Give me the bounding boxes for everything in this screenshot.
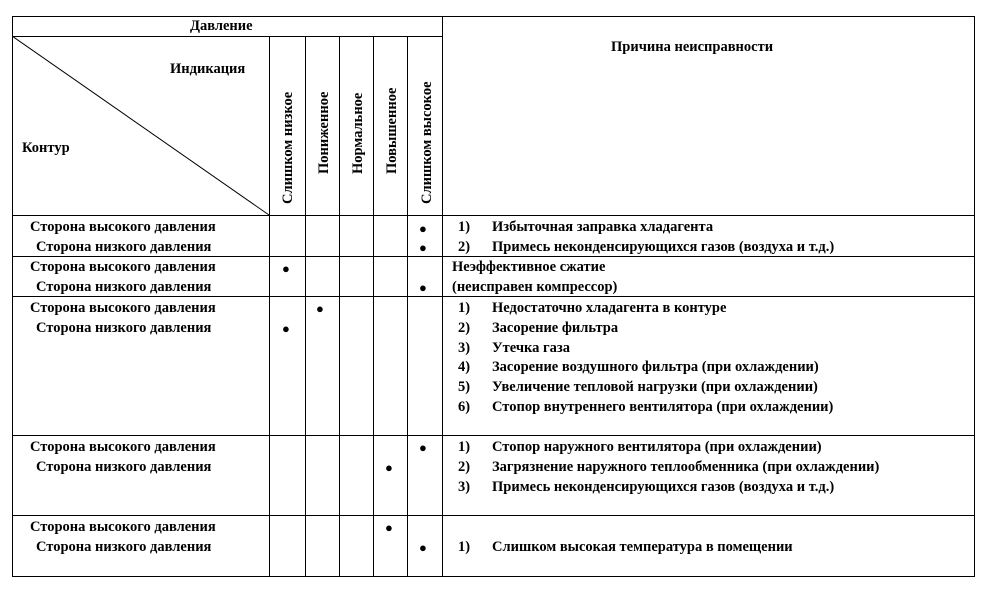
cause-number: 1) [458,219,471,235]
cause-text: (неисправен компрессор) [452,279,618,295]
cause-number: 3) [458,340,471,356]
cause-number: 2) [458,320,471,336]
cause-text: Примесь неконденсирующихся газов (воздуха и т.д.) [492,479,835,495]
low-side-label: Сторона низкого давления [36,320,212,336]
cause-text: Неэффективное сжатие [452,259,606,275]
cause-number: 1) [458,439,471,455]
cause-number: 2) [458,459,471,475]
col-raised: Повышенное [384,87,400,174]
cause-number: 6) [458,399,471,415]
indicator-dot: ● [385,460,393,475]
cause-number: 2) [458,239,471,255]
high-side-label: Сторона высокого давления [30,519,216,535]
col-too-low: Слишком низкое [280,91,296,204]
cause-text: Засорение воздушного фильтра (при охлаждении) [492,359,819,375]
cause-text: Утечка газа [492,340,570,356]
circuit-label: Контур [22,140,70,156]
cause-text: Увеличение тепловой нагрузки (при охлаждении) [492,379,818,395]
cause-text: Избыточная заправка хладагента [492,219,714,235]
high-side-label: Сторона высокого давления [30,259,216,275]
low-side-label: Сторона низкого давления [36,539,212,555]
cause-number: 1) [458,539,471,555]
cause-text: Примесь неконденсирующихся газов (воздуха и т.д.) [492,239,835,255]
cause-number: 5) [458,379,471,395]
high-side-label: Сторона высокого давления [30,300,216,316]
cause-text: Слишком высокая температура в помещении [492,539,793,555]
indicator-dot: ● [282,261,290,276]
cause-number: 4) [458,359,471,375]
high-side-label: Сторона высокого давления [30,439,216,455]
col-normal: Нормальное [350,92,366,174]
cause-text: Стопор наружного вентилятора (при охлаждении) [492,439,822,455]
cause-text: Недостаточно хладагента в контуре [492,300,727,316]
col-too-high: Слишком высокое [419,81,435,204]
cause-text: Стопор внутреннего вентилятора (при охлаждении) [492,399,834,415]
cause-title: Причина неисправности [611,39,774,55]
cause-number: 1) [458,300,471,316]
cause-number: 3) [458,479,471,495]
indicator-dot: ● [282,321,290,336]
indicator-dot: ● [419,240,427,255]
indicator-dot: ● [419,440,427,455]
low-side-label: Сторона низкого давления [36,239,212,255]
indication-label: Индикация [170,61,246,77]
cause-text: Загрязнение наружного теплообменника (при охлаждении) [492,459,880,475]
indicator-dot: ● [316,301,324,316]
indicator-dot: ● [385,520,393,535]
indicator-dot: ● [419,540,427,555]
pressure-title: Давление [190,18,253,34]
low-side-label: Сторона низкого давления [36,459,212,475]
indicator-dot: ● [419,221,427,236]
col-lowered: Пониженное [316,91,332,174]
cause-text: Засорение фильтра [492,320,619,336]
high-side-label: Сторона высокого давления [30,219,216,235]
indicator-dot: ● [419,280,427,295]
low-side-label: Сторона низкого давления [36,279,212,295]
